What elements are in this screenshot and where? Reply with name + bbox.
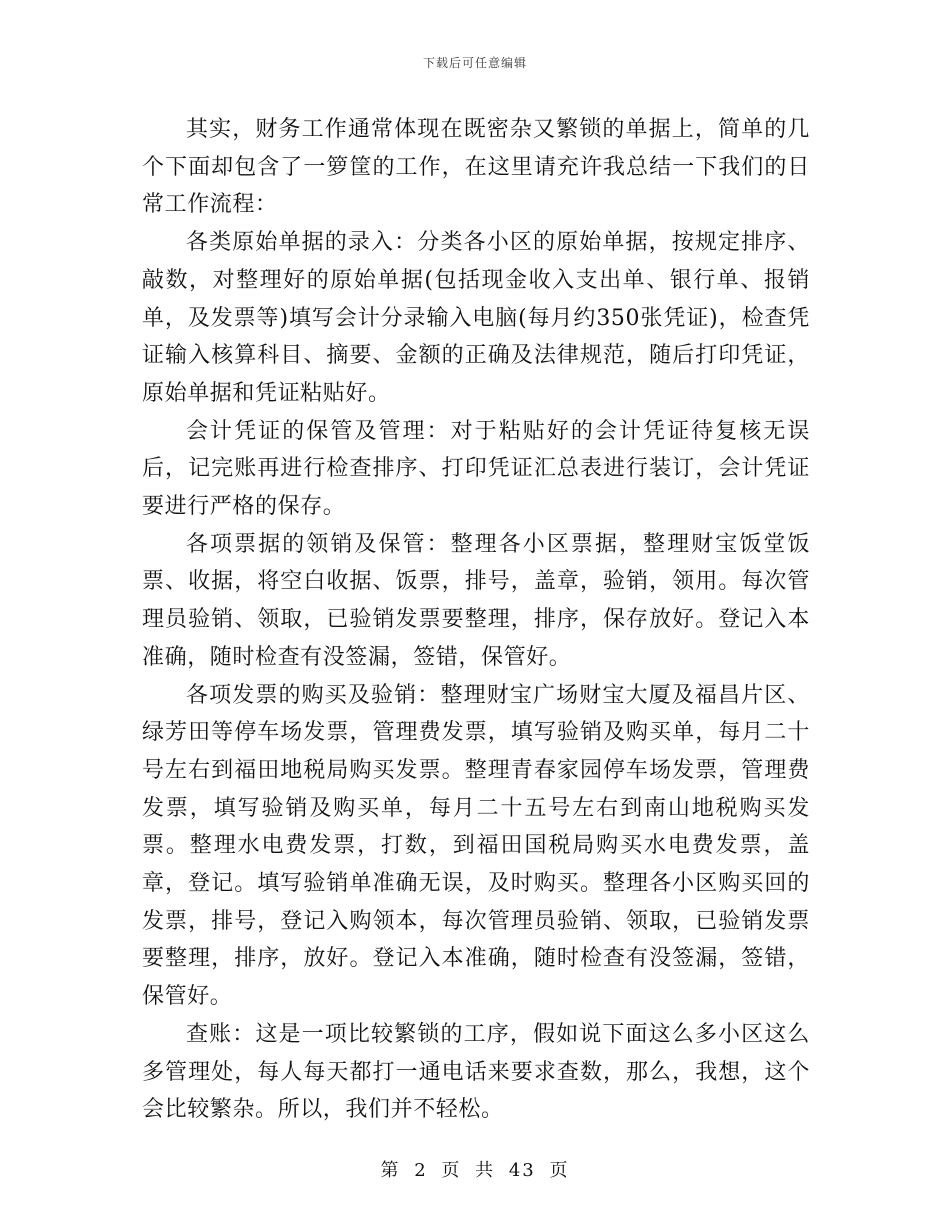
paragraph-intro: 其实，财务工作通常体现在既密杂又繁锁的单据上，简单的几个下面却包含了一箩筐的工作，在这里请充许我总结一下我们的日常工作流程： [142,117,810,218]
paragraph-invoice-purchase: 各项发票的购买及验销：整理财宝广场财宝大厦及福昌片区、绿芳田等停车场发票，管理费发票，填写验销及购买单，每月二十号左右到福田地税局购买发票。整理青春家园停车场发票，管理费发票，填写验销及购买单，每月二十五号左右到南山地税购买发票。整理水电费发票，打数，到福田国税局购买水电费发票，盖章，登记。填写验销单准确无误，及时购买。整理各小区购买回的发票，排号，登记入购领本，每次管理员验销、领取，已验销发票要整理，排序，放好。登记入本准确，随时检查有没签漏，签错，保管好。 [142,682,810,1010]
paragraph-voucher-management: 会计凭证的保管及管理：对于粘贴好的会计凭证待复核无误后，记完账再进行检查排序、打印凭证汇总表进行装订，会计凭证要进行严格的保存。 [142,418,810,520]
page-header: 下载后可任意编辑 [422,56,527,70]
document-body [142,111,810,1129]
paragraph-document-entry: 各类原始单据的录入：分类各小区的原始单据，按规定排序、敲数，对整理好的原始单据(包括现金收入支出单、银行单、报销单，及发票等)填写会计分录输入电脑(每月约350张凭证)，检查凭证输入核算科目、摘要、金额的正确及法律规范，随后打印凭证，原始单据和凭证粘贴好。 [142,230,810,406]
paragraph-receipt-custody: 各项票据的领销及保管：整理各小区票据，整理财宝饭堂饭票、收据，将空白收据、饭票，排号，盖章，验销，领用。每次管理员验销、领取，已验销发票要整理，排序，保存放好。登记入本准确，随时检查有没签漏，签错，保管好。 [142,531,810,670]
paragraph-account-checking: 查账：这是一项比较繁锁的工序，假如说下面这么多小区这么多管理处，每人每天都打一通电话来要求查数，那么，我想，这个会比较繁杂。所以，我们并不轻松。 [142,1021,810,1123]
page-number: 第 2 页 共 43 页 [380,1160,570,1181]
